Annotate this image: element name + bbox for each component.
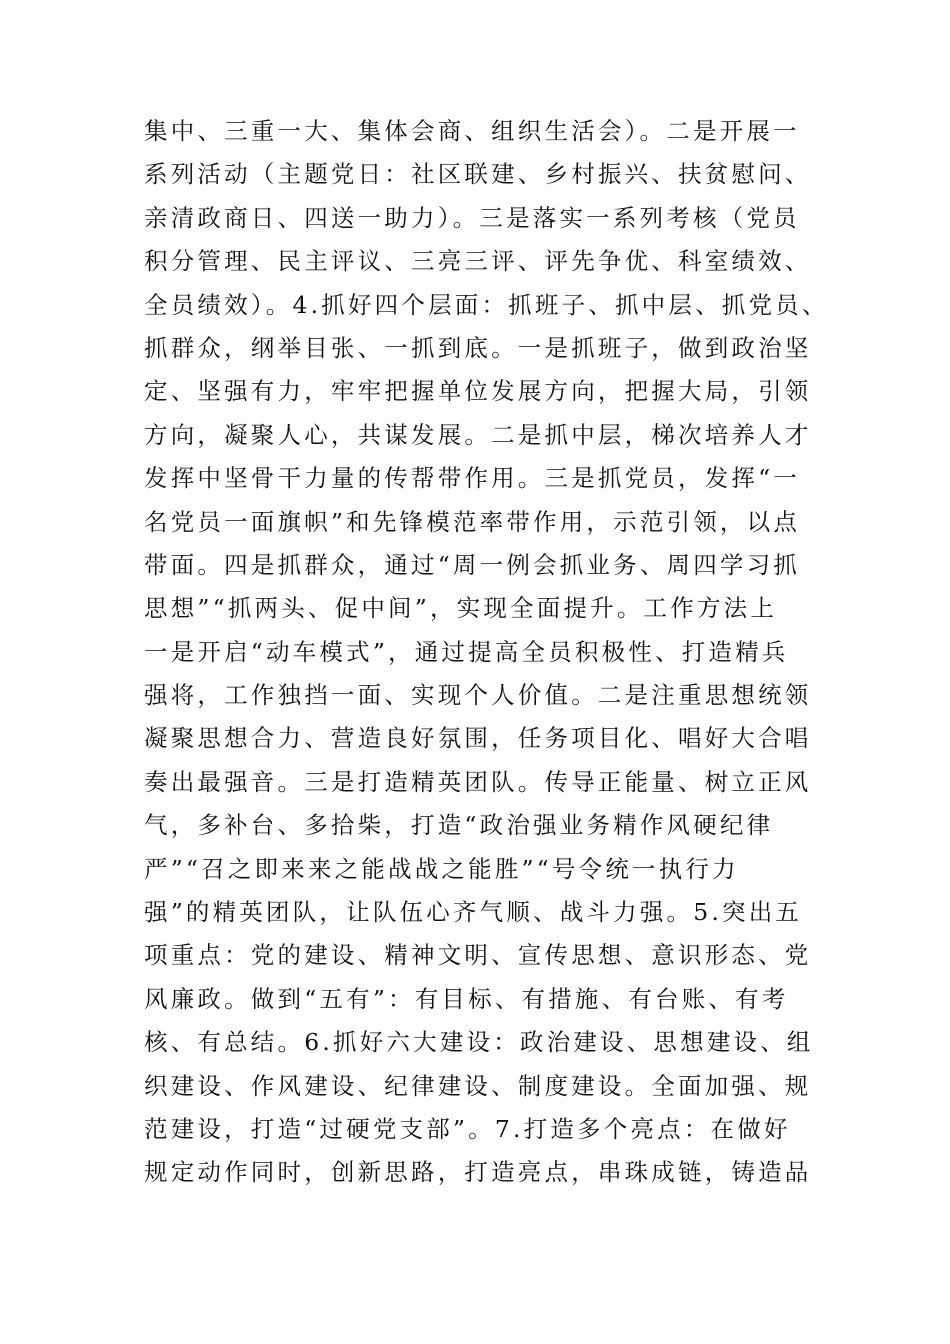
text-line: 亲清政商日、四送一助力）。三是落实一系列考核（党员 — [144, 203, 800, 232]
text-line: 一是开启“动车模式”，通过提高全员积极性、打造精兵 — [144, 637, 789, 666]
text-line: 方向，凝聚人心，共谋发展。二是抓中层，梯次培养人才 — [144, 420, 812, 449]
text-line: 强”的精英团队，让队伍心齐气顺、战斗力强。5.突出五 — [144, 898, 803, 927]
text-line: 气，多补台、多拾柴，打造“政治强业务精作风硬纪律 — [144, 811, 774, 840]
text-line: 全员绩效）。4.抓好四个层面：抓班子、抓中层、抓党员、 — [144, 290, 829, 319]
text-line: 带面。四是抓群众，通过“周一例会抓业务、周四学习抓 — [144, 550, 801, 579]
text-line: 核、有总结。6.抓好六大建设：政治建设、思想建设、组 — [144, 1028, 814, 1057]
body-text — [144, 110, 844, 1195]
text-line: 严”“召之即来来之能战战之能胜”“号令统一执行力 — [144, 854, 739, 883]
text-line: 凝聚思想合力、营造良好氛围，任务项目化、唱好大合唱 — [144, 724, 812, 753]
text-line: 积分管理、民主评议、三亮三评、评先争优、科室绩效、 — [144, 247, 812, 276]
text-line: 名党员一面旗帜”和先锋模范率带作用，示范引领，以点 — [144, 507, 801, 536]
text-line: 发挥中坚骨干力量的传帮带作用。三是抓党员，发挥“一 — [144, 464, 801, 493]
text-line: 强将，工作独挡一面、实现个人价值。二是注重思想统领 — [144, 681, 812, 710]
text-line: 奏出最强音。三是打造精英团队。传导正能量、树立正风 — [144, 767, 812, 796]
text-line: 项重点：党的建设、精神文明、宣传思想、意识形态、党 — [144, 941, 812, 970]
text-line: 织建设、作风建设、纪律建设、制度建设。全面加强、规 — [144, 1071, 812, 1100]
text-line: 系列活动（主题党日：社区联建、乡村振兴、扶贫慰问、 — [144, 160, 812, 189]
text-line: 思想”“抓两头、促中间”，实现全面提升。工作方法上 — [144, 594, 778, 623]
text-line: 风廉政。做到“五有”：有目标、有措施、有台账、有考 — [144, 984, 789, 1013]
text-line: 范建设，打造“过硬党支部”。7.打造多个亮点：在做好 — [144, 1114, 791, 1143]
text-line: 抓群众，纲举目张、一抓到底。一是抓班子，做到政治坚 — [144, 333, 812, 362]
text-line: 规定动作同时，创新思路，打造亮点，串珠成链，铸造品 — [144, 1158, 812, 1187]
text-line: 集中、三重一大、集体会商、组织生活会）。二是开展一 — [144, 117, 800, 145]
text-line: 定、坚强有力，牢牢把握单位发展方向，把握大局，引领 — [144, 377, 812, 406]
